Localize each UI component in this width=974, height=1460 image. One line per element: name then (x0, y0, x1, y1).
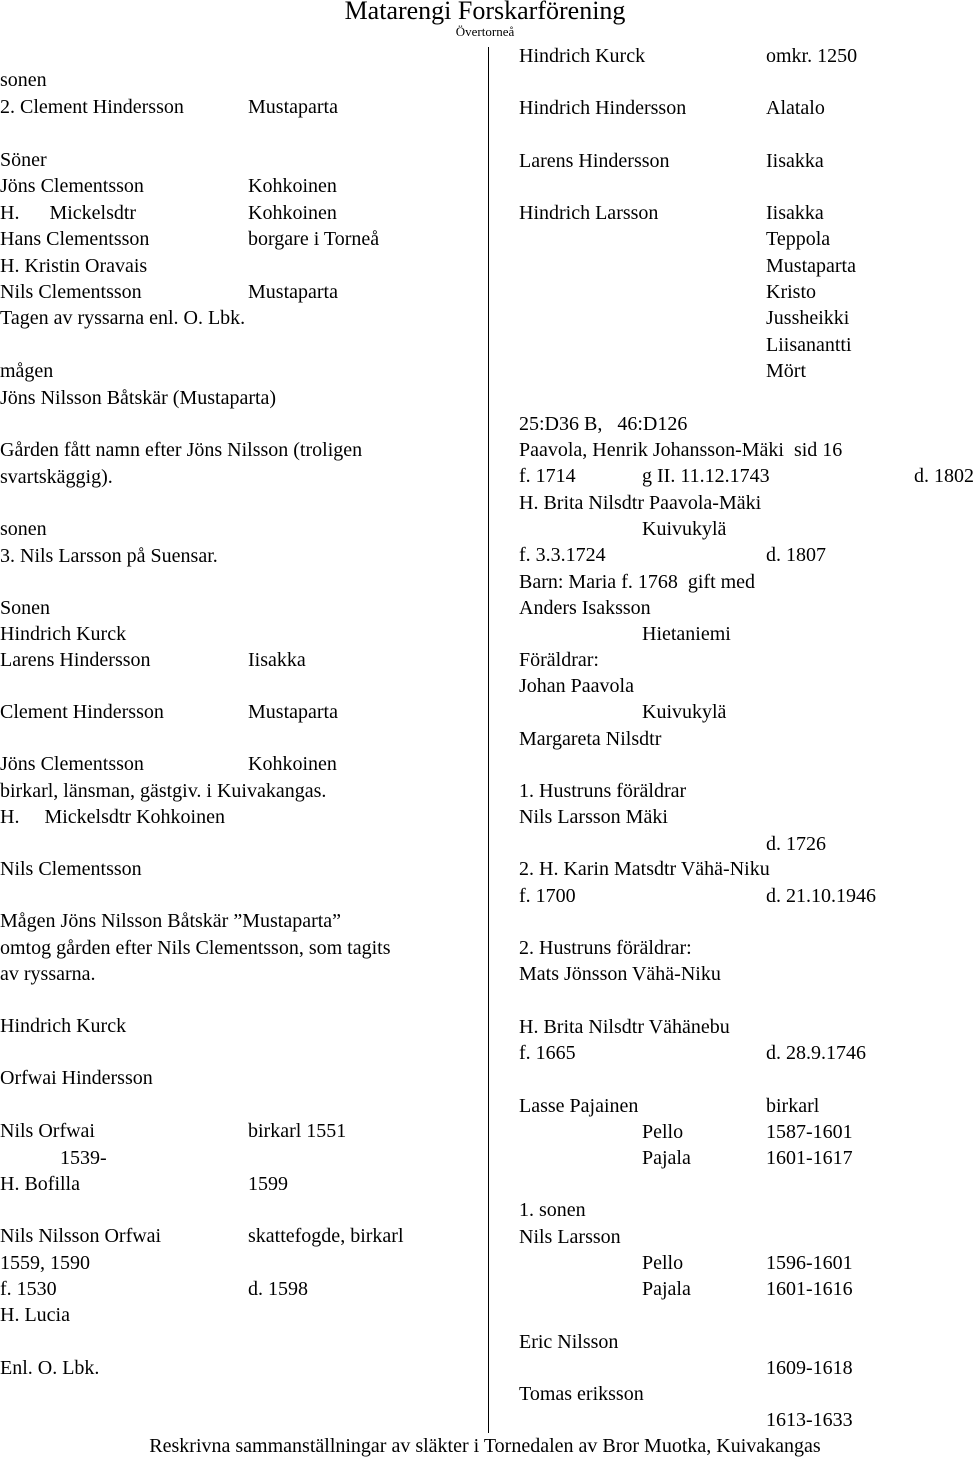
left-line-text: omtog gården efter Nils Clementsson, som tagits (0, 937, 391, 959)
right-line-text: Tomas eriksson (519, 1383, 644, 1405)
right-line-text: Lasse Pajainen (519, 1095, 639, 1117)
left-line-text: H. Mickelsdtr Kohkoinen (0, 806, 225, 828)
left-line-detail: borgare i Torneå (248, 228, 380, 250)
right-line-detail: Kristo (766, 281, 816, 303)
right-line-text: 25:D36 B, 46:D126 (519, 413, 688, 435)
left-line-detail: d. 1598 (248, 1278, 308, 1300)
right-line-text: Johan Paavola (519, 675, 634, 697)
left-line-text: Nils Clementsson (0, 858, 142, 880)
left-line-text: Söner (0, 149, 47, 171)
left-line-text: Jöns Clementsson (0, 753, 144, 775)
right-line-place: Pajala (642, 1147, 691, 1169)
right-line-place: g II. 11.12.1743 (642, 465, 770, 487)
right-line-detail: 1601-1617 (766, 1147, 853, 1169)
left-line-text: av ryssarna. (0, 963, 96, 985)
left-line-detail: Kohkoinen (248, 753, 337, 775)
right-line-detail: 1613-1633 (766, 1409, 853, 1431)
right-line-detail: Liisanantti (766, 334, 852, 356)
left-line-text: Orfwai Hindersson (0, 1067, 153, 1089)
left-line-text: Jöns Nilsson Båtskär (Mustaparta) (0, 387, 277, 409)
left-line-detail: Mustaparta (248, 96, 338, 118)
left-line-detail: 1599 (248, 1173, 288, 1195)
right-line-text: H. Brita Nilsdtr Vähänebu (519, 1016, 730, 1038)
left-line-text: sonen (0, 69, 47, 91)
column-divider (488, 47, 489, 1433)
left-line-text: H. Mickelsdtr (0, 202, 137, 224)
right-line-text: Mats Jönsson Vähä-Niku (519, 963, 721, 985)
right-line-detail: 1601-1616 (766, 1278, 853, 1300)
right-line-place: Kuivukylä (642, 701, 727, 723)
left-line-text: Nils Clementsson (0, 281, 142, 303)
right-line-text: Larens Hindersson (519, 150, 670, 172)
left-line-text: Hans Clementsson (0, 228, 150, 250)
right-line-text: 2. Hustruns föräldrar: (519, 937, 692, 959)
right-line-text: Margareta Nilsdtr (519, 728, 662, 750)
right-line-detail: Iisakka (766, 150, 824, 172)
right-line-text: 2. H. Karin Matsdtr Vähä-Niku (519, 858, 770, 880)
left-line-text: Mågen Jöns Nilsson Båtskär ”Mustaparta” (0, 910, 342, 932)
left-line-text: H. Lucia (0, 1304, 70, 1326)
right-line-place: Pello (642, 1121, 684, 1143)
right-line-detail: Mustaparta (766, 255, 856, 277)
left-line-detail: Mustaparta (248, 701, 338, 723)
right-line-detail: Mört (766, 360, 806, 382)
right-line-text: Nils Larsson Mäki (519, 806, 668, 828)
left-line-text: H. Kristin Oravais (0, 255, 148, 277)
right-line-detail: 1596-1601 (766, 1252, 853, 1274)
right-line-text: Barn: Maria f. 1768 gift med (519, 571, 756, 593)
right-line-text: Paavola, Henrik Johansson-Mäki sid 16 (519, 439, 843, 461)
left-line-text: H. Bofilla (0, 1173, 80, 1195)
right-line-detail: Alatalo (766, 97, 825, 119)
right-line-text: f. 1700 (519, 885, 576, 907)
left-line-detail: Kohkoinen (248, 202, 337, 224)
right-line-text: H. Brita Nilsdtr Paavola-Mäki (519, 492, 762, 514)
left-line-text: birkarl, länsman, gästgiv. i Kuivakangas. (0, 780, 327, 802)
right-line-detail: Iisakka (766, 202, 824, 224)
right-line-place: Hietaniemi (642, 623, 731, 645)
right-line-place: Pello (642, 1252, 684, 1274)
society-title: Matarengi Forskarförening (344, 0, 626, 25)
left-line-text: sonen (0, 518, 47, 540)
left-line-text: mågen (0, 360, 54, 382)
left-line-text: 2. Clement Hindersson (0, 96, 184, 118)
right-line-detail: d. 1726 (766, 833, 826, 855)
right-line-text: f. 3.3.1724 (519, 544, 606, 566)
right-line-text: Anders Isaksson (519, 597, 651, 619)
left-line-text: Clement Hindersson (0, 701, 164, 723)
right-line-text: 1. sonen (519, 1199, 586, 1221)
left-line-detail: Mustaparta (248, 281, 338, 303)
right-line-detail: d. 21.10.1946 (766, 885, 876, 907)
left-line-detail: birkarl 1551 (248, 1120, 347, 1142)
right-line-text: Eric Nilsson (519, 1331, 619, 1353)
left-line-text: Larens Hindersson (0, 649, 151, 671)
right-line-text: f. 1714 (519, 465, 576, 487)
right-line-text: f. 1665 (519, 1042, 576, 1064)
right-line-detail: 1609-1618 (766, 1357, 853, 1379)
society-location: Övertorneå (455, 24, 515, 39)
right-line-extra: d. 1802 (914, 465, 974, 487)
right-line-text: 1. Hustruns föräldrar (519, 780, 687, 802)
left-line-detail: Kohkoinen (248, 175, 337, 197)
left-line-text: Gården fått namn efter Jöns Nilsson (troligen (0, 439, 363, 461)
left-line-text: svartskäggig). (0, 466, 113, 488)
left-line-text: 3. Nils Larsson på Suensar. (0, 545, 218, 567)
left-line-text: Nils Nilsson Orfwai (0, 1225, 162, 1247)
right-line-text: Hindrich Kurck (519, 45, 646, 67)
right-line-detail: Jussheikki (766, 307, 850, 329)
right-line-detail: birkarl (766, 1095, 820, 1117)
left-line-detail: Iisakka (248, 649, 306, 671)
left-line-text: Hindrich Kurck (0, 623, 127, 645)
left-line-text: Jöns Clementsson (0, 175, 144, 197)
right-line-detail: d. 28.9.1746 (766, 1042, 866, 1064)
left-line-text: Tagen av ryssarna enl. O. Lbk. (0, 307, 246, 329)
right-line-detail: d. 1807 (766, 544, 826, 566)
left-line-text: Nils Orfwai (0, 1120, 95, 1142)
right-line-detail: omkr. 1250 (766, 45, 858, 67)
left-line-text: Enl. O. Lbk. (0, 1357, 100, 1379)
left-line-text: 1559, 1590 (0, 1252, 90, 1274)
left-line-text: f. 1530 (0, 1278, 57, 1300)
right-line-text: Hindrich Hindersson (519, 97, 687, 119)
right-line-text: Föräldrar: (519, 649, 599, 671)
right-line-place: Kuivukylä (642, 518, 727, 540)
right-line-place: Pajala (642, 1278, 691, 1300)
right-line-text: Nils Larsson (519, 1226, 621, 1248)
left-line-text: Sonen (0, 597, 50, 619)
page-footer: Reskrivna sammanställningar av släkter i Tornedalen av Bror Muotka, Kuivakangas (149, 1435, 821, 1457)
left-line-detail: skattefogde, birkarl (248, 1225, 404, 1247)
left-line-text: Hindrich Kurck (0, 1015, 127, 1037)
right-line-detail: 1587-1601 (766, 1121, 853, 1143)
right-line-detail: Teppola (766, 228, 831, 250)
right-line-text: Hindrich Larsson (519, 202, 659, 224)
left-line-text: 1539- (0, 1147, 107, 1169)
